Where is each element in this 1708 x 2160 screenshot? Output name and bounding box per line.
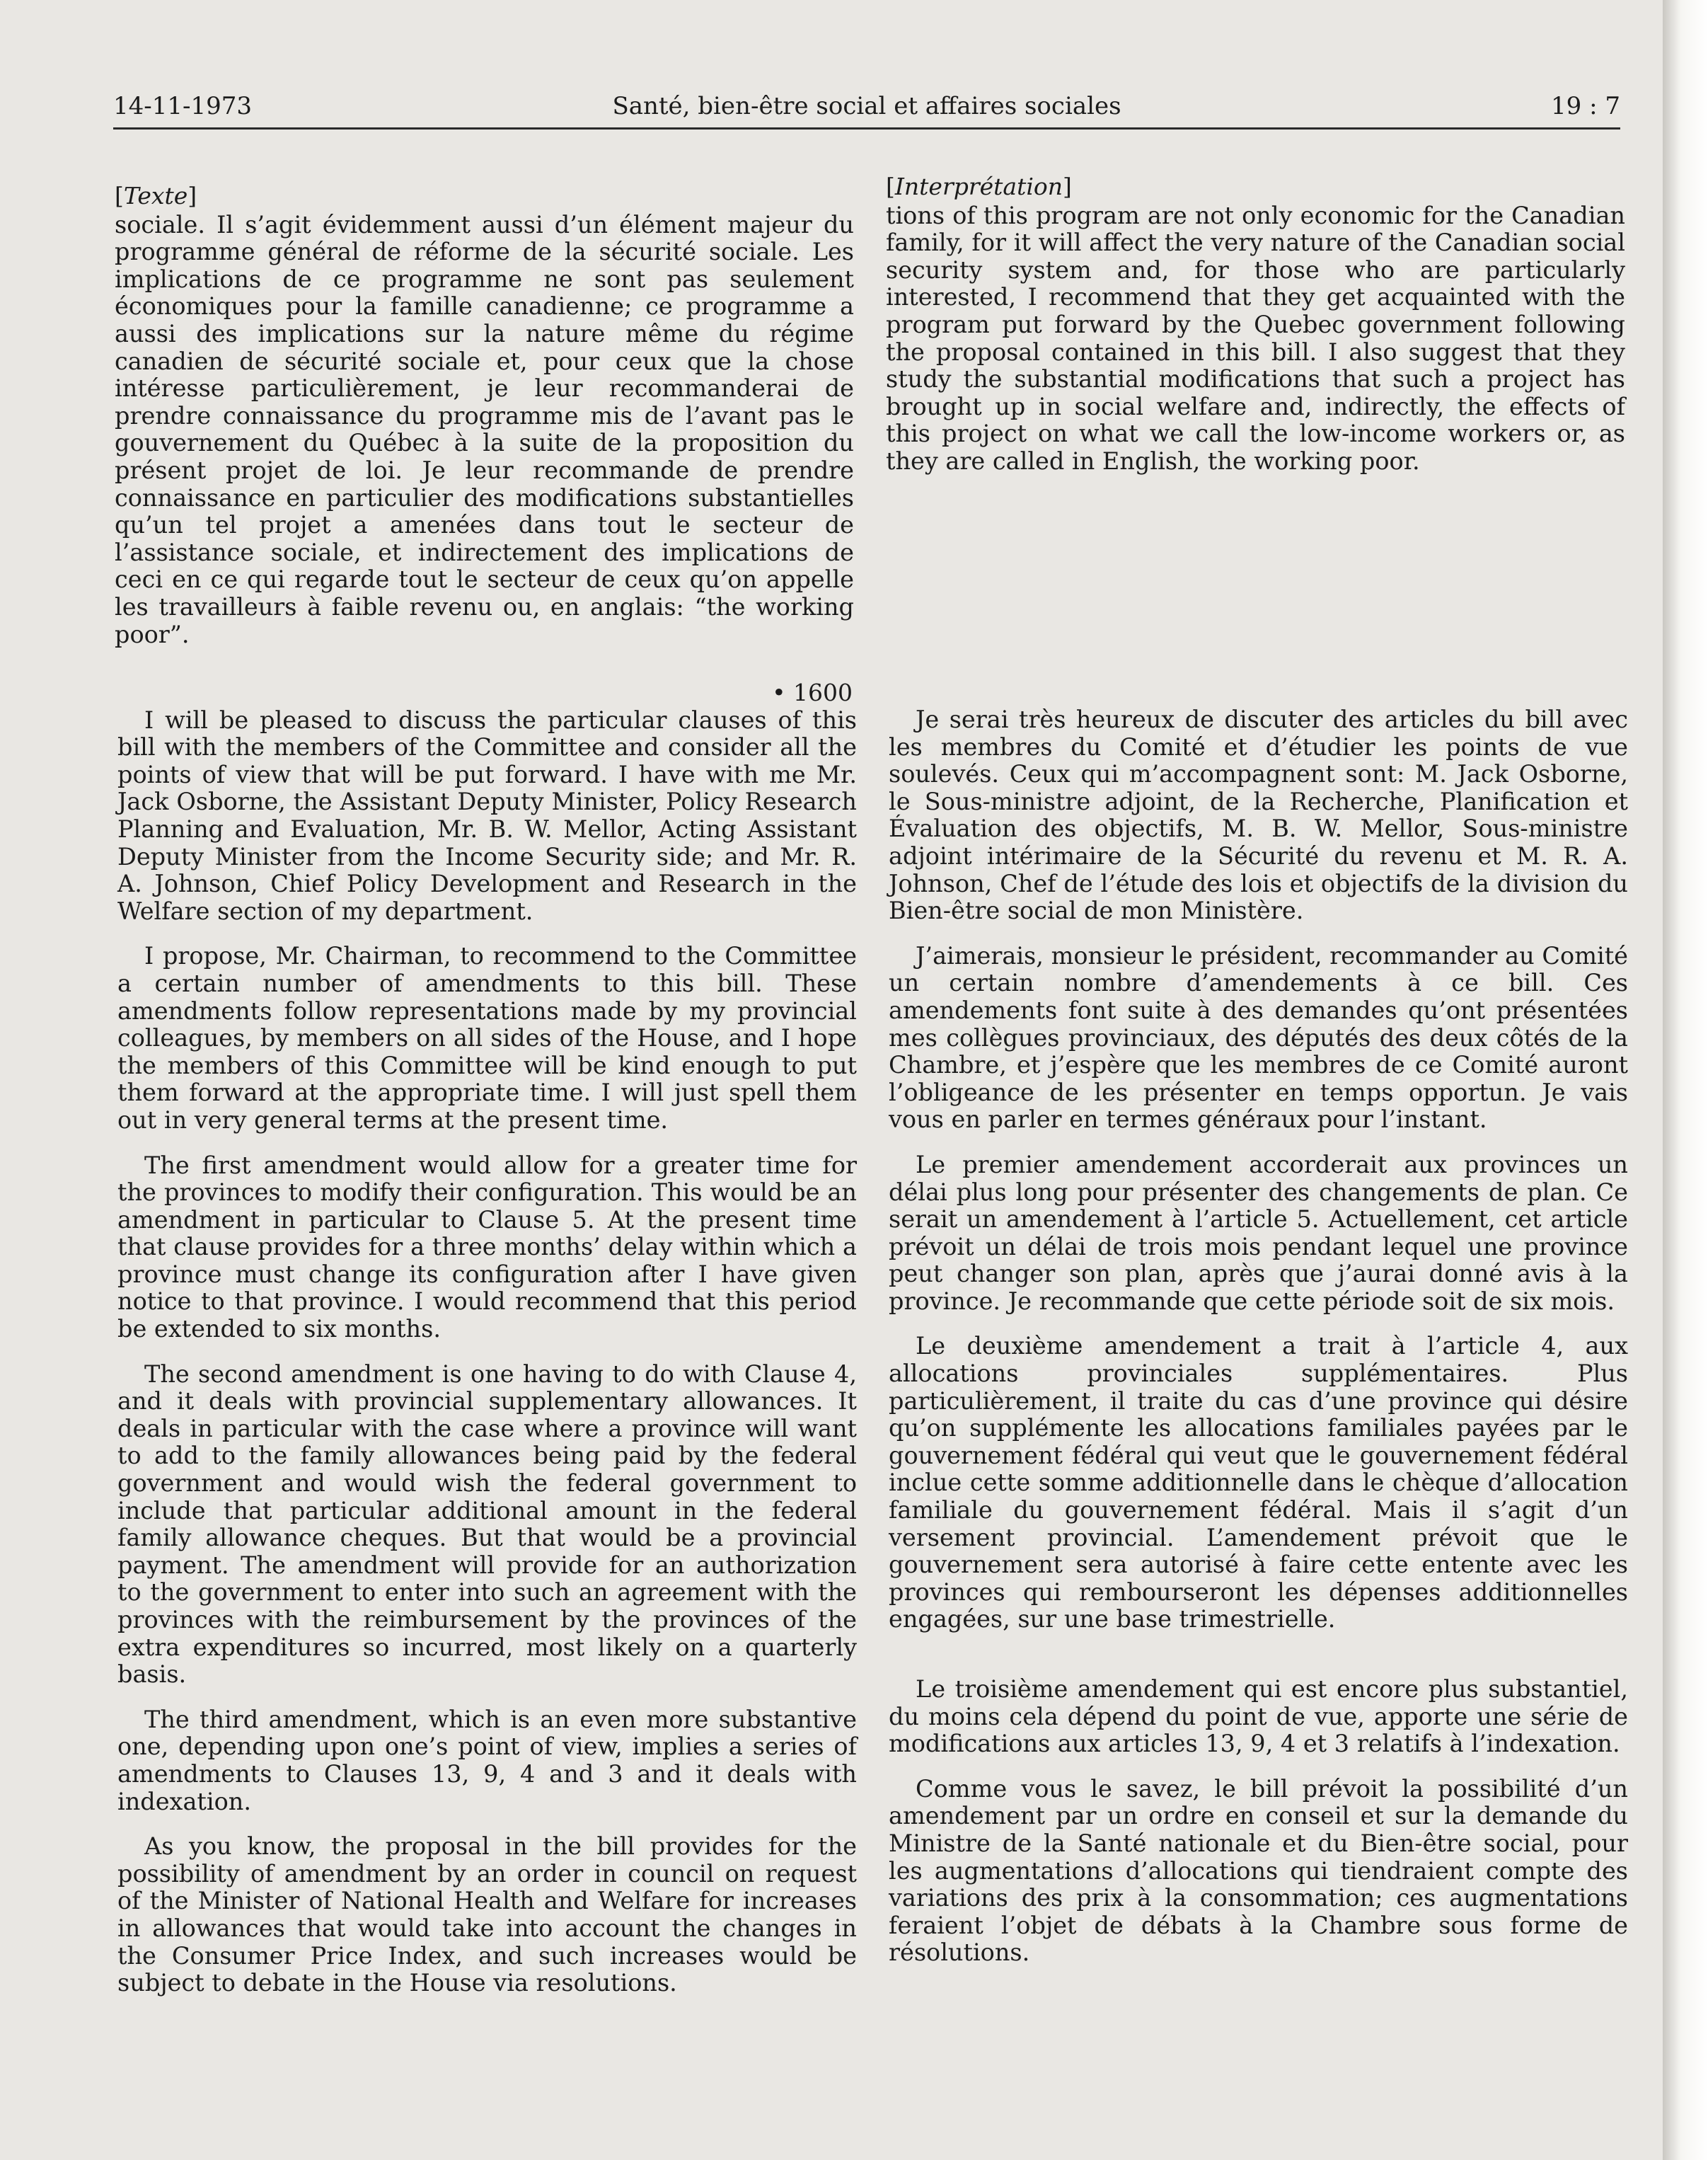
- page-header: [113, 85, 1620, 130]
- left-paragraph: The second amendment is one having to do with Clause 4, and it deals with provincial supplementary allowances. It deals in particular with the case where a province will want to add to the family allowances being paid by the federal government and would wish the federal government to include that particular additional amount in the federal family allowance cheques. But that would be a provincial payment. The amendment will provide for an authorization to the government to enter into such an agreement with the provinces with the reimbursement by the provinces of the extra expenditures so incurred, most likely on a quarterly basis.: [117, 1360, 857, 1689]
- header-date: 14-11-1973: [113, 92, 253, 120]
- section-tag-texte: [Texte]: [115, 182, 197, 209]
- right-paragraph: Je serai très heureux de discuter des articles du bill avec les membres du Comité et d’étudier les points de vue soulevés. Ceux qui m’accompagnent sont: M. Jack Osborne, le Sous-ministre adjoint, de la Recherche, Planification et Évaluation des objectifs, M. B. W. Mellor, Sous-ministre adjoint intérimaire de la Sécurité du revenu et M. R. A. Johnson, Chef de l’étude des lois et objectifs de la division du Bien-être social de mon Ministère.: [889, 706, 1628, 925]
- top-right-paragraph: tions of this program are not only economic for the Canadian family, for it will affect the very nature of the Canadian social security system and, for those who are particularly interested, I recommend that they get acquainted with the program put forward by the Quebec government following the proposal contained in this bill. I also suggest that they study the substantial modifications that such a project has brought up in social welfare and, indirectly, the effects of this project on what we call the low-income workers or, as they are called in English, the working poor.: [886, 201, 1625, 475]
- page-edge: [1663, 0, 1708, 2160]
- right-paragraph: Le deuxième amendement a trait à l’article 4, aux allocations provinciales supplémentaires. Plus particulièrement, il traite du cas d’une province qui désire qu’on supplémente les allocations familiales payées par le gouvernement fédéral qui veut que le gouvernement fédéral inclue cette somme additionnelle dans le chèque d’allocation familiale du gouvernement fédéral. Mais il s’agit d’un versement provincial. L’amendement prévoit que le gouvernement sera autorisé à faire cette entente avec les provinces qui rembourseront les dépenses additionnelles engagées, sur une base trimestrielle.: [889, 1332, 1628, 1633]
- left-paragraph: The first amendment would allow for a greater time for the provinces to modify their configuration. This would be an amendment in particular to Clause 5. At the present time that clause provides for a three months’ delay within which a province must change its configuration after I have given notice to that province. I would recommend that this period be extended to six months.: [117, 1151, 857, 1343]
- left-paragraphs: [117, 707, 857, 1997]
- section-tag-interpretation: [Interprétation]: [886, 173, 1072, 200]
- time-marker: • 1600: [772, 679, 853, 706]
- bottom-right-column: [889, 706, 1628, 1984]
- right-paragraph: Le premier amendement accorderait aux provinces un délai plus long pour présenter des changements de plan. Ce serait un amendement à l’article 5. Actuellement, cet article prévoit un délai de trois mois pendant lequel une province peut changer son plan, après que j’aurai donné avis à la province. Je recommande que cette période soit de six mois.: [889, 1150, 1628, 1315]
- top-left-paragraph: sociale. Il s’agit évidemment aussi d’un élément majeur du programme général de réforme de la sécurité sociale. Les implications de ce programme ne sont pas seulement économiques pour la famille canadienne; ce programme a aussi des implications sur la nature même du régime canadien de sécurité sociale et, pour ceux que la chose intéresse particulièrement, je leur recommanderai de prendre connaissance du programme mis de l’avant pas le gouvernement du Québec à la suite de la proposition du présent projet de loi. Je leur recommande de prendre connaissance en particulier des modifications substantielles qu’un tel projet a amenées dans tout le secteur de l’assistance sociale, et indirectement des implications de ceci en ce qui regarde tout le secteur de ceux qu’on appelle les travailleurs à faible revenu ou, en anglais: “the working poor”.: [115, 210, 854, 648]
- left-paragraph: I propose, Mr. Chairman, to recommend to the Committee a certain number of amendments to this bill. These amendments follow representations made by my provincial colleagues, by members on all sides of the House, and I hope the members of this Committee will be kind enough to put them forward at the appropriate time. I will just spell them out in very general terms at the present time.: [117, 942, 857, 1134]
- header-title: Santé, bien-être social et affaires sociales: [612, 92, 1121, 120]
- left-paragraph: I will be pleased to discuss the particular clauses of this bill with the members of the Committee and consider all the points of view that will be put forward. I have with me Mr. Jack Osborne, the Assistant Deputy Minister, Policy Research Planning and Evaluation, Mr. B. W. Mellor, Acting Assistant Deputy Minister from the Income Security side; and Mr. R. A. Johnson, Chief Policy Development and Research in the Welfare section of my department.: [117, 706, 857, 925]
- right-paragraph: Comme vous le savez, le bill prévoit la possibilité d’un amendement par un ordre en conseil et sur la demande du Ministre de la Santé nationale et du Bien-être social, pour les augmentations d’allocations qui tiendraient compte des variations des prix à la consommation; ces augmentations feraient l’objet de débats à la Chambre sous forme de résolutions.: [889, 1774, 1628, 1967]
- left-paragraph: The third amendment, which is an even more substantive one, depending upon one’s point of view, implies a series of amendments to Clauses 13, 9, 4 and 3 and it deals with indexation.: [117, 1705, 857, 1815]
- header-page-number: 19 : 7: [1551, 92, 1620, 120]
- left-paragraph: As you know, the proposal in the bill provides for the possibility of amendment by an order in council on request of the Minister of National Health and Welfare for increases in allowances that would take into account the changes in the Consumer Price Index, and such increases would be subject to debate in the House via resolutions.: [117, 1832, 857, 1997]
- right-paragraph: Le troisième amendement qui est encore plus substantiel, du moins cela dépend du point de vue, apporte une série de modifications aux articles 13, 9, 4 et 3 relatifs à l’indexation.: [889, 1675, 1628, 1758]
- top-right-column: [886, 173, 1625, 493]
- top-left-column: [115, 183, 854, 666]
- right-paragraph: J’aimerais, monsieur le président, recommander au Comité un certain nombre d’amendements à ce bill. Ces amendements font suite à des demandes qu’ont présentées mes collègues provinciaux, des députés des deux côtés de la Chambre, et j’espère que les membres de ce Comité auront l’obligeance de les présenter en temps opportun. Je vais vous en parler en termes généraux pour l’instant.: [889, 941, 1628, 1134]
- bottom-left-column: [117, 679, 857, 2015]
